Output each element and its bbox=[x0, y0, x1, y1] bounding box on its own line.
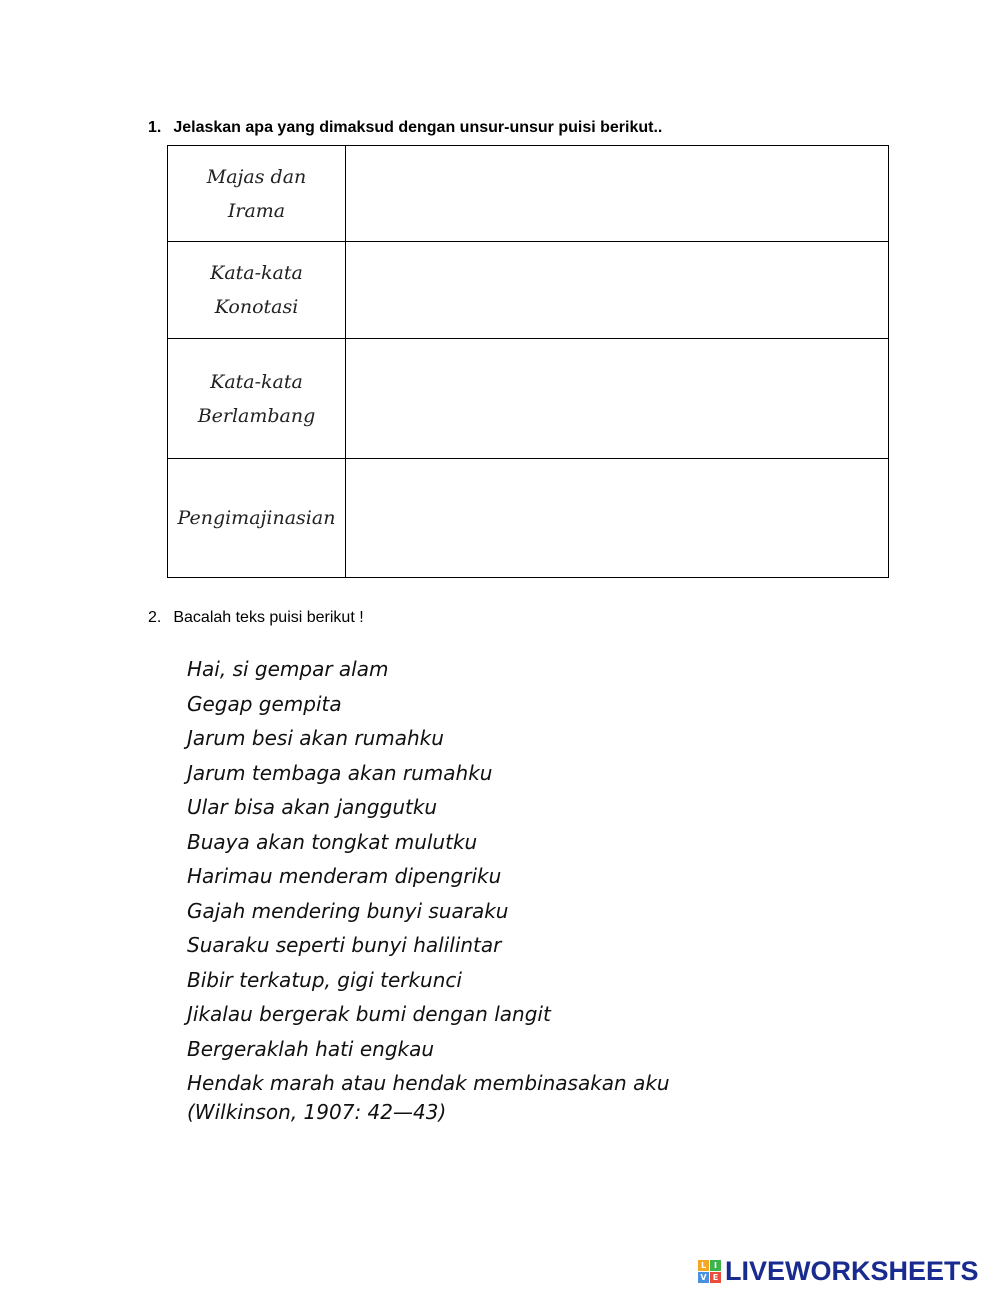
answer-cell-pengimajinasian[interactable] bbox=[346, 459, 889, 578]
logo-text: LIVEWORKSHEETS bbox=[725, 1256, 979, 1286]
table-row bbox=[168, 146, 889, 242]
question-2-number: 2. bbox=[148, 609, 162, 626]
logo-blocks-icon bbox=[698, 1260, 721, 1283]
label-line: Konotasi bbox=[214, 296, 299, 318]
label-line: Irama bbox=[227, 199, 286, 222]
poem-line: Harimau menderam dipengriku bbox=[187, 864, 502, 888]
row-label-majas-irama bbox=[168, 146, 346, 242]
liveworksheets-logo bbox=[698, 1256, 979, 1287]
poem-line: Jarum besi akan rumahku bbox=[187, 726, 444, 750]
poem-line: Jarum tembaga akan rumahku bbox=[187, 760, 493, 785]
table-row bbox=[168, 242, 889, 339]
logo-block: E bbox=[710, 1272, 721, 1283]
poem-line: Suaraku seperti bunyi halilintar bbox=[187, 933, 502, 957]
poem-citation: (Wilkinson, 1907: 42—43) bbox=[187, 1100, 447, 1124]
table-row bbox=[168, 339, 889, 459]
question-1-number: 1. bbox=[148, 119, 162, 136]
poem bbox=[187, 652, 670, 1101]
label-line: Pengimajinasian bbox=[177, 507, 336, 529]
label-line: Majas dan bbox=[206, 165, 307, 188]
question-1 bbox=[148, 119, 662, 137]
row-label-berlambang bbox=[168, 339, 346, 459]
logo-block: L bbox=[698, 1260, 709, 1271]
poem-line: Buaya akan tongkat mulutku bbox=[187, 829, 478, 854]
answer-cell-majas-irama[interactable] bbox=[346, 146, 889, 242]
unsur-puisi-table bbox=[167, 145, 889, 578]
row-label-konotasi bbox=[168, 242, 346, 339]
poem-line: Hendak marah atau hendak membinasakan aku bbox=[187, 1071, 670, 1095]
answer-cell-berlambang[interactable] bbox=[346, 339, 889, 459]
question-2-text: Bacalah teks puisi berikut ! bbox=[173, 609, 364, 626]
row-label-pengimajinasian bbox=[168, 459, 346, 578]
poem-line: Bibir terkatup, gigi terkunci bbox=[187, 967, 462, 992]
question-1-text: Jelaskan apa yang dimaksud dengan unsur-unsur puisi berikut.. bbox=[173, 119, 663, 136]
label-line: Kata-kata bbox=[210, 370, 303, 393]
poem-line: Gegap gempita bbox=[187, 691, 342, 716]
label-line: Berlambang bbox=[197, 404, 316, 427]
answer-cell-konotasi[interactable] bbox=[346, 242, 889, 339]
poem-line: Jikalau bergerak bumi dengan langit bbox=[187, 1002, 551, 1026]
poem-line: Bergeraklah hati engkau bbox=[187, 1036, 435, 1061]
label-line: Kata-kata bbox=[210, 262, 303, 284]
logo-block: I bbox=[710, 1260, 721, 1271]
table-row bbox=[168, 459, 889, 578]
poem-line: Ular bisa akan janggutku bbox=[187, 795, 438, 819]
poem-line: Gajah mendering bunyi suaraku bbox=[187, 898, 509, 923]
logo-block: V bbox=[698, 1272, 709, 1283]
question-2 bbox=[148, 609, 364, 627]
poem-line: Hai, si gempar alam bbox=[187, 657, 389, 681]
